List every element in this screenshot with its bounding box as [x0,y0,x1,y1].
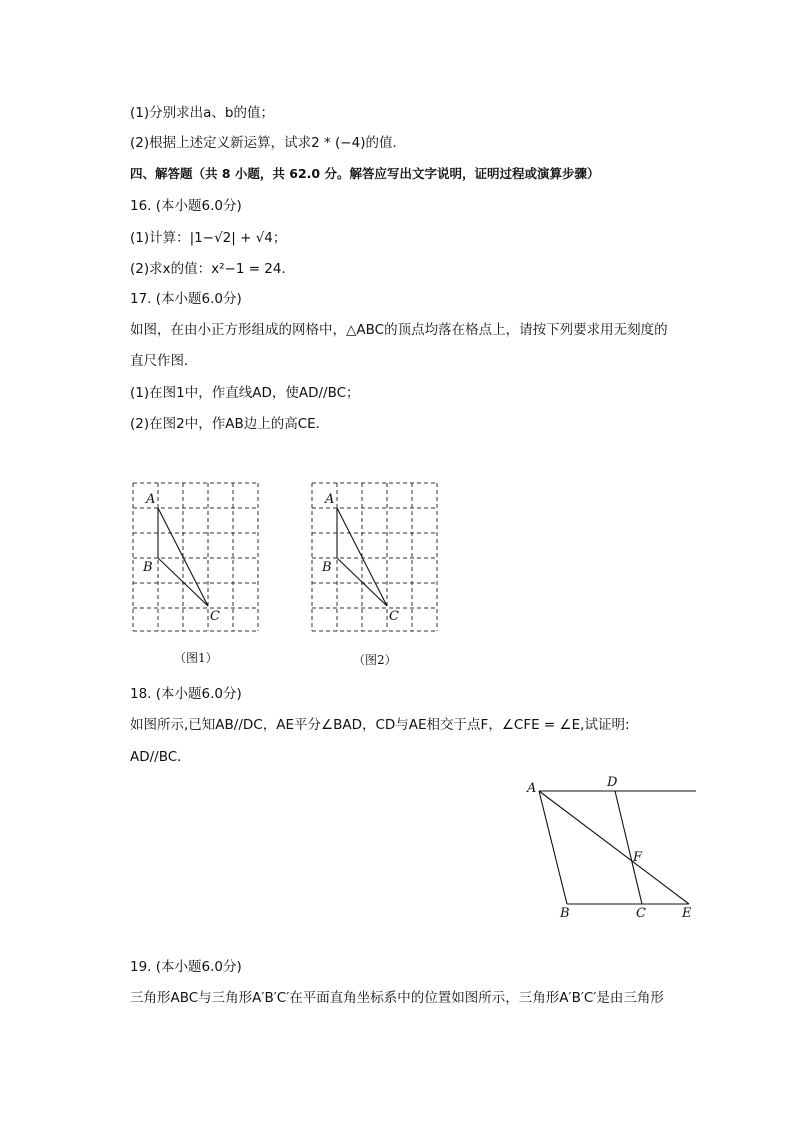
label-b: B [143,560,153,575]
label-e: E [682,906,692,921]
q16-part1: (1)计算：|1−√2| + √4； [130,230,287,246]
label-a: A [527,781,537,796]
figure-1-caption: （图1） [174,651,218,665]
q17-heading: 17. (本小题6.0分) [130,291,242,307]
line-ae [539,791,689,904]
label-b: B [322,560,332,575]
parallelogram-figure [522,770,704,922]
q18-heading: 18. (本小题6.0分) [130,686,242,702]
grid-figure-1 [128,478,264,636]
label-d: D [607,775,618,790]
q16-heading: 16. (本小题6.0分) [130,198,242,214]
label-a: A [146,492,156,507]
line-ab [539,791,567,904]
label-f: F [633,850,643,865]
q15-part1: (1)分别求出a、b的值； [130,105,274,121]
q15-part2: (2)根据上述定义新运算，试求2 * (−4)的值． [130,135,406,151]
q18-body-line1: 如图所示,已知AB//DC，AE平分∠BAD，CD与AE相交于点F，∠CFE = ∠E,试证明: [130,717,630,733]
q17-part2: (2)在图2中，作AB边上的高CE． [130,416,330,432]
q17-body-line2: 直尺作图． [130,353,198,369]
q19-heading: 19. (本小题6.0分) [130,959,242,975]
label-b: B [560,906,570,921]
grid-figure-2 [307,478,443,636]
q17-body-line1: 如图，在由小正方形组成的网格中，△ABC的顶点均落在格点上，请按下列要求用无刻度的 [130,322,668,338]
line-dc [615,791,642,904]
q17-part1: (1)在图1中，作直线AD，使AD//BC； [130,385,360,401]
q18-body-line2: AD//BC． [130,749,191,765]
label-c: C [636,906,646,921]
label-a: A [325,492,335,507]
label-c: C [389,609,399,624]
q16-part2: (2)求x的值：x²−1 = 24． [130,261,295,277]
section-4-heading: 四、解答题（共 8 小题，共 62.0 分。解答应写出文字说明，证明过程或演算步骤） [130,166,600,181]
label-c: C [210,609,220,624]
q19-body-line1: 三角形ABC与三角形A′B′C′在平面直角坐标系中的位置如图所示，三角形A′B′C′是由三角形 [130,990,664,1006]
figure-2-caption: （图2） [353,653,397,667]
